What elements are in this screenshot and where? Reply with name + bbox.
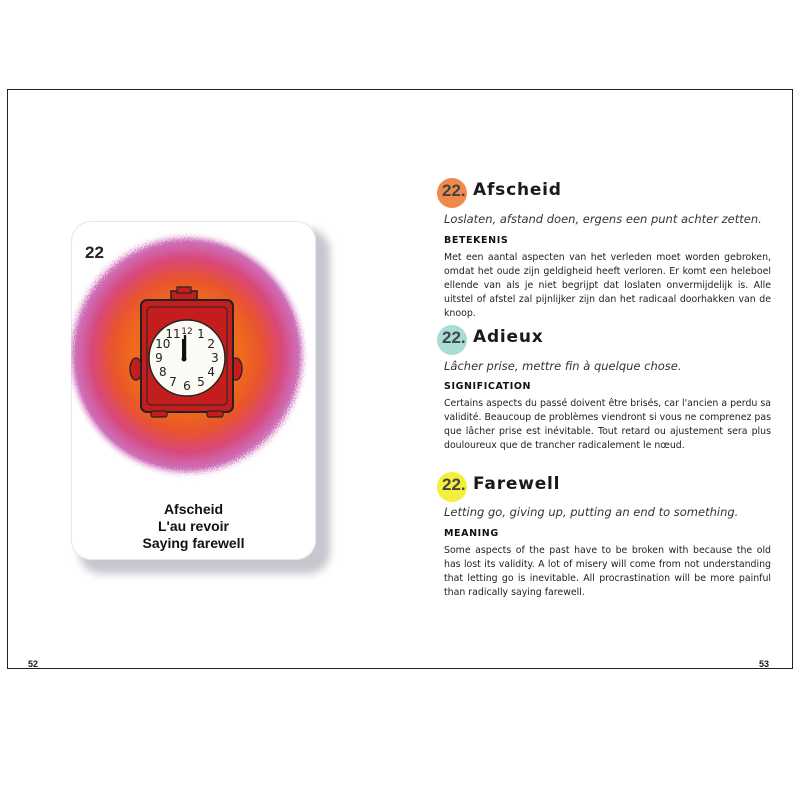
clock-numeral: 11 bbox=[165, 326, 181, 341]
card-title-en: Saying farewell bbox=[142, 535, 245, 551]
entry-label-nl: BETEKENIS bbox=[444, 235, 509, 246]
clock-numeral: 4 bbox=[207, 365, 216, 379]
card-number: 22 bbox=[85, 243, 104, 262]
entry-body-fr: Certains aspects du passé doivent être brisés, car l'ancien a perdu sa validité. Beaucoup de problèmes viendront si vous ne comprenez pas que lâcher prise est inévitable. Tout retard ou ajustement sera plus douloureux que de trancher radicalement le nœud. bbox=[444, 398, 771, 451]
card-title-fr: L'au revoir bbox=[157, 518, 230, 534]
page-number-left: 52 bbox=[28, 659, 39, 669]
page-number-right: 53 bbox=[759, 659, 770, 669]
entry-label-fr: SIGNIFICATION bbox=[444, 381, 532, 392]
clock-numeral: 12 bbox=[181, 327, 193, 337]
entry-subtitle-fr: Lâcher prise, mettre fin à quelque chose. bbox=[444, 359, 682, 373]
heading-number: 22. bbox=[442, 328, 466, 347]
clock-numeral: 7 bbox=[169, 375, 177, 390]
clock-numeral: 8 bbox=[158, 365, 167, 379]
entry-body-nl: Met een aantal aspecten van het verleden moet worden gebroken, omdat het oude zijn geldigheid heeft verloren. Er komt een heleboel ellende van als je niet begrijpt dat loslaten onvermijdelijk is. Alle uitstel of afstel zal pijnlijker zijn dan het radicaal doorhakken van de knoop. bbox=[444, 252, 771, 319]
clock-numeral: 10 bbox=[155, 337, 171, 351]
clock-numeral: 3 bbox=[211, 351, 219, 365]
heading-title: Farewell bbox=[473, 474, 561, 494]
entry-body-en: Some aspects of the past have to be broken with because the old has lost its validity. A lot of misery will come from not understanding that letting go is inevitable. All procrastination will be more painful than radically saying farewell. bbox=[444, 545, 771, 598]
entry-subtitle-nl: Loslaten, afstand doen, ergens een punt achter zetten. bbox=[444, 212, 762, 226]
entry-label-en: MEANING bbox=[444, 528, 499, 539]
heading-title: Adieux bbox=[473, 327, 544, 347]
clock-numeral: 9 bbox=[155, 351, 163, 365]
clock-numeral: 1 bbox=[197, 326, 205, 341]
heading-number: 22. bbox=[442, 475, 466, 494]
clock-numeral: 6 bbox=[183, 379, 191, 393]
oracle-card bbox=[71, 221, 316, 560]
heading-number: 22. bbox=[442, 181, 466, 200]
clock-numeral: 2 bbox=[207, 337, 216, 351]
card-title-nl: Afscheid bbox=[163, 501, 224, 517]
entry-subtitle-en: Letting go, giving up, putting an end to something. bbox=[444, 505, 739, 519]
heading-title: Afscheid bbox=[473, 180, 562, 200]
clock-numeral: 5 bbox=[197, 375, 205, 390]
